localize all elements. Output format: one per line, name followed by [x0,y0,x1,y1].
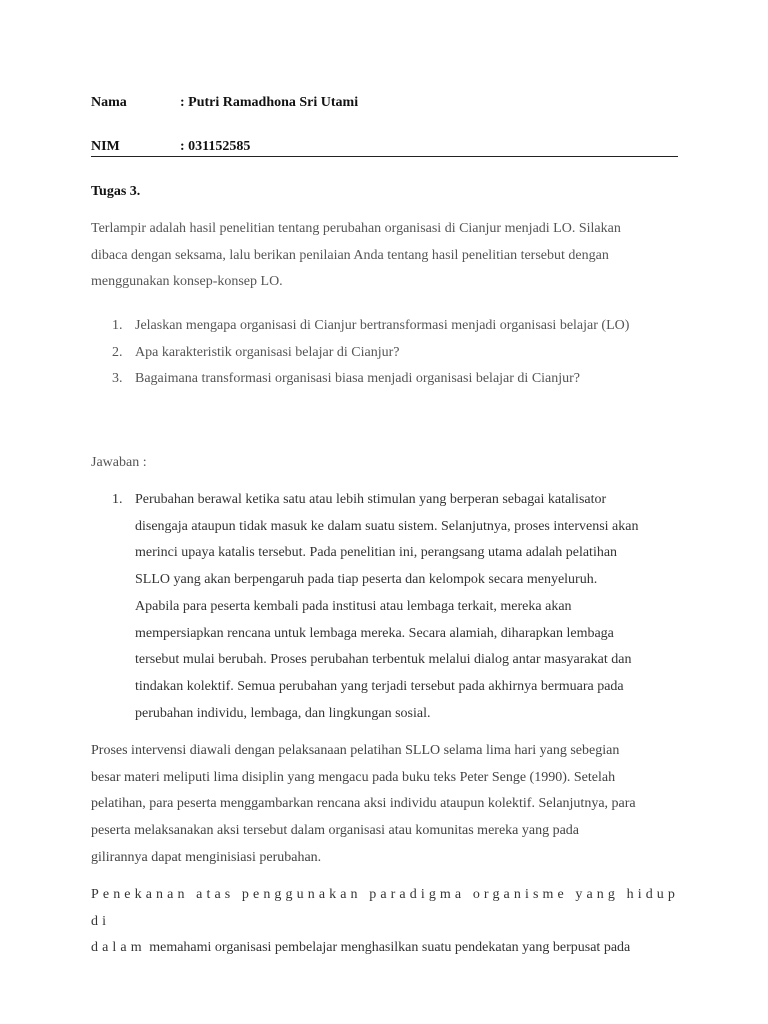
paragraph-line [91,935,681,962]
paragraph-line: Proses intervensi diawali dengan pelaksanaan pelatihan SLLO selama lima hari yang sebegian [91,743,620,758]
task-title: Tugas 3. [91,184,141,199]
question-number: 1. [112,318,123,333]
answer-line: merinci upaya katalis tersebut. Pada penelitian ini, perangsang utama adalah pelatihan [135,545,618,561]
question-text: Bagaimana transformasi organisasi biasa menjadi organisasi belajar di Cianjur? [135,371,581,386]
paragraph-line: gilirannya dapat menginisiasi perubahan. [91,849,322,865]
answer-number: 1. [112,492,123,507]
answer-line: disengaja ataupun tidak masuk ke dalam suatu sistem. Selanjutnya, proses intervensi akan [135,518,639,534]
question-list [91,316,681,396]
question-text: Jelaskan mengapa organisasi di Cianjur bertransformasi menjadi organisasi belajar (LO) [135,318,630,333]
question-text: Apa karakteristik organisasi belajar di Cianjur? [135,344,400,360]
intro-line: menggunakan konsep-konsep LO. [91,274,283,290]
answer-text [135,487,681,727]
task-intro [91,216,681,296]
paragraph-2 [91,738,681,872]
question-number: 3. [112,371,123,386]
nim-value: : 031152585 [180,139,251,154]
name-label: Nama [91,95,127,110]
intro-line: dibaca dengan seksama, lalu berikan penilaian Anda tentang hasil penelitian tersebut dengan [91,247,609,263]
spaced-word: dalam [91,940,146,956]
question-number: 2. [112,344,123,360]
answer-label: Jawaban : [91,455,147,470]
answer-line: tindakan kolektif. Semua perubahan yang terjadi tersebut pada akhirnya bermuara pada [135,678,624,694]
answer-line: mempersiapkan rencana untuk lembaga mereka. Secara alamiah, diharapkan lembaga [135,625,614,641]
paragraph-line-rest: memahami organisasi pembelajar menghasilkan suatu pendekatan yang berpusat pada [145,940,631,956]
intro-line: Terlampir adalah hasil penelitian tentang perubahan organisasi di Cianjur menjadi LO. Silakan [91,221,621,236]
answer-line: Apabila para peserta kembali pada institusi atau lembaga terkait, mereka akan [135,598,572,614]
answer-line: SLLO yang akan berpengaruh pada tiap peserta dan kelompok secara menyeluruh. [135,572,598,588]
question-item [91,316,681,343]
paragraph-line: Penekanan atas penggunakan paradigma organisme yang hidup di [91,887,679,929]
paragraph-line: peserta melaksanakan aksi tersebut dalam organisasi atau komunitas mereka yang pada [91,823,580,839]
paragraph-line: pelatihan, para peserta menggambarkan rencana aksi individu ataupun kolektif. Selanjutnya, para [91,796,636,812]
paragraph-3 [91,882,681,962]
question-item [91,343,681,370]
answer-line: tersebut mulai berubah. Proses perubahan terbentuk melalui dialog antar masyarakat dan [135,652,632,668]
header-divider [91,156,678,157]
nim-label: NIM [91,139,120,154]
answer-line: Perubahan berawal ketika satu atau lebih stimulan yang berperan sebagai katalisator [135,492,607,507]
question-item [91,369,681,396]
name-value: : Putri Ramadhona Sri Utami [180,95,359,110]
paragraph-line: besar materi meliputi lima disiplin yang mengacu pada buku teks Peter Senge (1990). Setelah [91,769,616,785]
answer-line: perubahan individu, lembaga, dan lingkungan sosial. [135,705,431,721]
